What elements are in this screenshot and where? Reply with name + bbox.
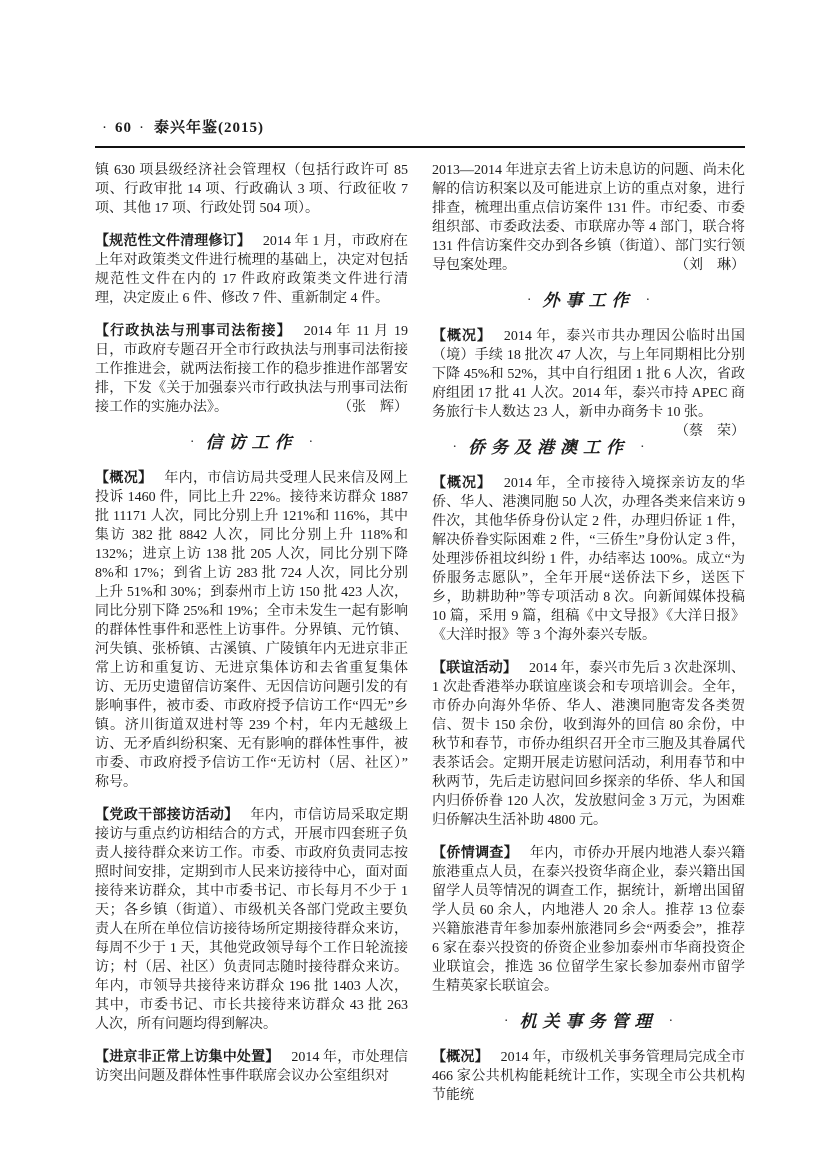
page-number: 60	[115, 120, 132, 136]
left-column	[95, 161, 408, 1105]
entry-label: 【概况】	[432, 1050, 489, 1065]
entry-paragraph	[95, 232, 408, 308]
entry-text: 2014 年，全市接待入境探亲访友的华侨、华人、港澳同胞 50 人次，办理各类来信来访 9 件次，其他华侨身份认定 2 件，办理归侨证 1 件，解决侨眷实际困难 2 件，“三侨生”身份认定 3 件，处理涉侨祖坟纠纷 1 件，办结率达 100%。成立“为侨服务志愿队”，全年开展“送侨法下乡，送医下乡，助耕助种”等专项活动 8 次。向新闻媒体投稿 10 篇，采用 9 篇，组稿《中文导报》《大洋日报》《大洋时报》等 3 个海外泰兴专版。	[432, 476, 746, 643]
entry-label: 【概况】	[432, 329, 492, 344]
author-signature: （蔡 荣）	[675, 424, 745, 439]
heading-dot-icon: ·	[668, 1014, 674, 1029]
entry-text: 2014 年，泰兴市先后 3 次赴深圳、1 次赴香港举办联谊座谈会和专项培训会。全年，市侨办向海外华侨、华人、港澳同胞寄发各类贺信、贺卡 150 余份，收到海外的回信 80 余份，中秋节和春节，市侨办组织召开全市三胞及其眷属代表茶话会。定期开展走访慰问活动，利用春节和中秋两节，先后走访慰问回乡探亲的华侨、华人和国内归侨侨眷 120 人次，发放慰问金 3 万元，为困难归侨解决生活补助 4800 元。	[432, 661, 746, 828]
author-signature: （张 辉）	[338, 400, 408, 415]
entry-paragraph	[432, 474, 745, 645]
entry-paragraph	[95, 806, 408, 1034]
entry-label: 【侨情调查】	[432, 846, 519, 861]
entry-text: 2014 年 1 月，市政府在上年对政策类文件进行梳理的基础上，决定对包括规范性文件在内的 17 件政府政策类文件进行清理，决定废止 6 件、修改 7 件、重新制定 4 件。	[95, 234, 409, 306]
entry-text: 2014 年 11 月 19 日，市政府专题召开全市行政执法与刑事司法衔接工作推进会，就两法衔接工作的稳步推进作部署安排，下发《关于加强泰兴市行政执法与刑事司法衔接工作的实施办法》。	[95, 324, 408, 415]
page-content	[95, 116, 745, 1105]
heading-dot-icon: ·	[640, 440, 645, 455]
entry-label: 【联谊活动】	[432, 661, 518, 676]
paragraph-continuation	[432, 161, 745, 275]
entry-text: 2014 年，泰兴市共办理因公临时出国（境）手续 18 批次 47 人次，与上年同期相比分别下降 45%和 52%，其中自行组团 1 批 6 人次，省政府组团 17 批 41 人次。2014 年，泰兴市持 APEC 商务旅行卡人数达 23 人，新申办商务卡 10 张。	[432, 329, 746, 420]
header-dot-right: ·	[139, 120, 145, 136]
section-heading-jiguan	[432, 1010, 745, 1036]
entry-text: 年内，市信访局共受理人民来信及网上投诉 1460 件，同比上升 22%。接待来访群众 1887 批 11171 人次，同比分别上升 121%和 116%，其中集访 382 批 8842 人次，同比分别上升 118%和 132%；进京上访 138 批 205 人次，同比分别下降 8%和 17%；到省上访 283 批 724 人次，同比分别上升 51%和 30%；到泰州市上访 150 批 423 人次，同比分别下降 25%和 19%；全市未发生一起有影响的群体性事件和恶性上访事件。分界镇、元竹镇、河失镇、张桥镇、古溪镇、广陵镇年内无进京非正常上访和重复访、无进京集体访和去省重复集体访、无历史遗留信访案件、无因信访问题引发的有影响事件，被市委、市政府授予信访工作“四无”乡镇。济川街道双进村等 239 个村，年内无越级上访、无矛盾纠纷积案、无有影响的群体性事件，被市委、市政府授予信访工作“无访村（居、社区）”称号。	[95, 471, 408, 790]
entry-text: 年内，市信访局采取定期接访与重点约访相结合的方式，开展市四套班子负责人接待群众来访工作。市委、市政府负责同志按照时间安排，定期到市人民来访接待中心，面对面接待来访群众，其中市委书记、市长每月不少于 1 天；各乡镇（街道）、市级机关各部门党政主要负责人在所在单位信访接待场所定期接待群众来访，每周不少于 1 天，其他党政领导每个工作日轮流接访；村（居、社区）负责同志随时接待群众来访。年内，市领导共接待来访群众 196 批 1403 人次，其中，市委书记、市长共接待来访群众 43 批 263 人次，所有问题均得到解决。	[95, 808, 409, 1032]
entry-text: 2014 年，市级机关事务管理局完成全市 466 家公共机构能耗统计工作，实现全市公共机构节能统	[432, 1050, 746, 1103]
entry-label: 【概况】	[95, 471, 153, 486]
entry-label: 【党政干部接访活动】	[95, 808, 239, 823]
entry-paragraph	[95, 322, 408, 417]
entry-label: 【行政执法与刑事司法衔接】	[95, 324, 292, 339]
heading-dot-icon: ·	[503, 1014, 509, 1029]
section-title: 侨务及港澳工作	[468, 438, 629, 457]
author-signature: （刘 琳）	[675, 258, 745, 273]
entry-text: 年内，市侨办开展内地港人泰兴籍旅港重点人员，在泰兴投资华商企业，泰兴籍出国留学人员等情况的调查工作，据统计，新增出国留学人员 60 余人，内地港人 20 余人。推荐 13 位泰兴籍旅港青年参加泰州旅港同乡会“两委会”，推荐 6 家在泰兴投资的侨资企业参加泰州市华商投资企业联谊会，推选 36 位留学生家长参加泰州市留学生精英家长联谊会。	[432, 846, 746, 994]
entry-paragraph	[432, 327, 746, 439]
heading-dot-icon: ·	[526, 293, 532, 308]
entry-paragraph	[95, 1048, 408, 1086]
entry-text: 2014 年，市处理信访突出问题及群体性事件联席会议办公室组织对	[95, 1050, 408, 1084]
heading-dot-icon: ·	[308, 435, 314, 450]
entry-label: 【概况】	[432, 476, 492, 491]
entry-label: 【进京非正常上访集中处置】	[95, 1050, 280, 1065]
entry-label: 【规范性文件清理修订】	[95, 234, 251, 249]
book-title: 泰兴年鉴(2015)	[154, 120, 264, 136]
entry-paragraph	[432, 844, 745, 996]
entry-paragraph	[432, 659, 745, 830]
header-dot-left: ·	[102, 120, 108, 136]
paragraph-continuation	[95, 161, 408, 218]
entry-text: 2013—2014 年进京去省上访未息访的问题、尚未化解的信访积案以及可能进京上访的重点对象，进行排查，梳理出重点信访案件 131 件。市纪委、市委组织部、市委政法委、市联席办等 4 部门，联合将 131 件信访案件交办到各乡镇（街道）、部门实行领导包案处理。	[432, 163, 745, 273]
entry-text: 镇 630 项县级经济社会管理权（包括行政许可 85 项、行政审批 14 项、行政确认 3 项、行政征收 7 项、其他 17 项、行政处罚 504 项）。	[95, 163, 408, 216]
section-title: 信访工作	[205, 433, 298, 452]
heading-dot-icon: ·	[645, 293, 651, 308]
section-heading-xinfang	[95, 431, 408, 457]
entry-paragraph	[95, 469, 408, 792]
entry-paragraph	[432, 1048, 745, 1105]
section-title: 机关事务管理	[519, 1012, 658, 1031]
page-header	[95, 116, 745, 148]
heading-dot-icon: ·	[452, 440, 457, 455]
heading-dot-icon: ·	[189, 435, 195, 450]
section-heading-waishi	[432, 289, 745, 315]
right-column	[432, 161, 745, 1105]
two-column-layout	[95, 161, 745, 1105]
section-title: 外事工作	[542, 291, 635, 310]
